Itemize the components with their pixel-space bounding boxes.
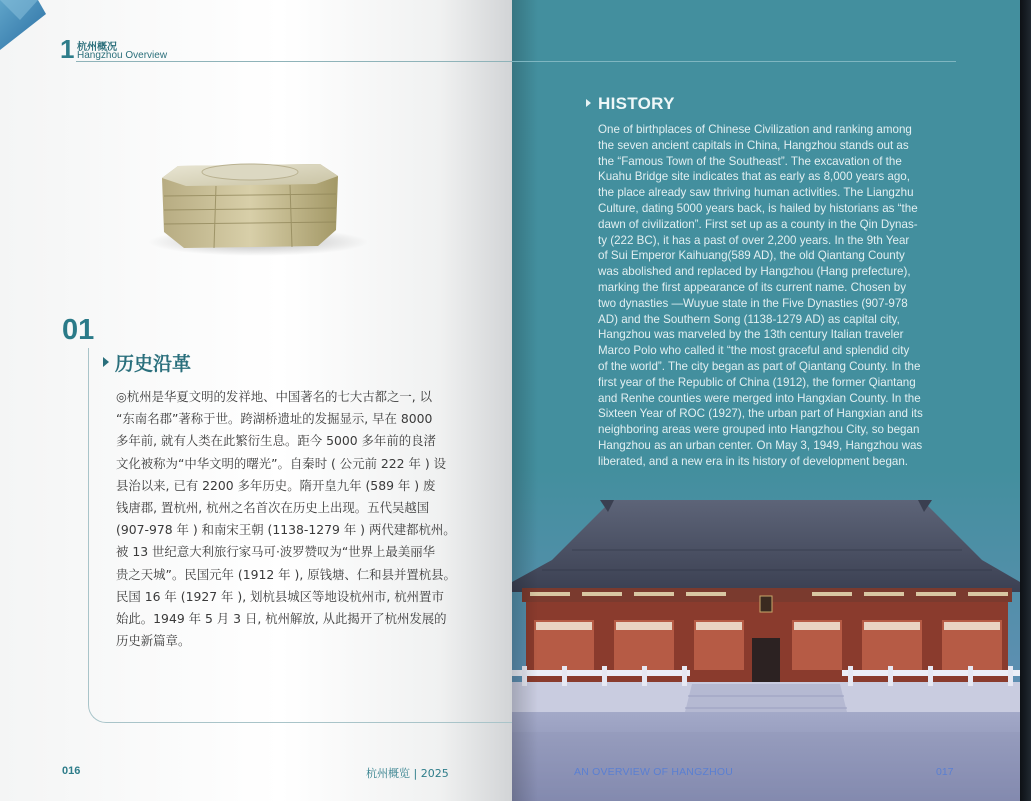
section-title-en: HISTORY — [598, 94, 675, 113]
body-line: “东南名郡”著称于世。跨湖桥遗址的发掘显示, 早在 8000 — [116, 411, 433, 427]
body-line: two dynasties —Wuyue state in the Five Dynasties (907-978 — [598, 296, 908, 310]
chinese-body-text — [116, 386, 456, 652]
body-line: ty (222 BC), it has a past of over 2,200 years. In the 9th Year — [598, 233, 910, 247]
body-line: the “Famous Town of the Southeast”. The excavation of the — [598, 154, 902, 168]
section-number: 01 — [62, 314, 95, 346]
body-line: dawn of civilization”. First set up as a county in the Qin Dynas- — [598, 217, 918, 231]
page-number-right: 017 — [936, 766, 954, 778]
body-line: of the world”. The city began as part of Qiantang County. In the — [598, 359, 921, 373]
body-line: Kuahu Bridge site indicates that as early as 8,000 years ago, — [598, 170, 910, 184]
body-line: Sixteen Year of ROC (1927), the urban part of Hangxian and its — [598, 407, 923, 421]
body-line: ◎杭州是华夏文明的发祥地、中国著名的七大古都之一, 以 — [116, 389, 433, 404]
body-line: AD) and the Southern Song (1138-1279 AD) as capital city, — [598, 312, 900, 326]
chapter-number: 1 — [60, 34, 75, 64]
body-line: 多年前, 就有人类在此繁衍生息。距今 5000 多年前的良渚 — [116, 433, 436, 449]
page-edge — [1020, 0, 1031, 801]
body-line: the seven ancient capitals in China, Hangzhou stands out as — [598, 138, 909, 152]
body-line: was abolished and replaced by Hangzhou (Hang prefecture), — [598, 265, 911, 279]
section-title-cn: 历史沿革 — [115, 353, 192, 375]
chapter-title-cn: 杭州概况 — [77, 42, 117, 53]
right-page — [512, 0, 1020, 801]
page-number-left: 016 — [62, 765, 81, 777]
body-line: Hangzhou was marveled by the 13th century Italian traveler — [598, 328, 904, 342]
body-line: Marco Polo who called it “the most graceful and splendid city — [598, 344, 910, 358]
header-rule — [76, 61, 512, 62]
body-line: the place already saw thriving human activities. The Liangzhu — [598, 186, 914, 200]
body-line: 钱唐郡, 置杭州, 杭州之名首次在历史上出现。五代吴越国 — [116, 500, 430, 516]
body-line: 县治以来, 已有 2200 多年历史。隋开皇九年 (589 年 ) 废 — [116, 477, 436, 493]
body-line: liberated, and a new era in its history of development began. — [598, 454, 909, 468]
chapter-title-en: Hangzhou Overview — [77, 50, 168, 61]
corner-triangle-icon — [0, 0, 48, 50]
footer-title-left: 杭州概览 | 2025 — [366, 767, 449, 780]
body-line: (907-978 年 ) 和南宋王朝 (1138-1279 年 ) 两代建都杭州。 — [116, 522, 456, 538]
left-page — [0, 0, 512, 801]
body-line: One of birthplaces of Chinese Civilization and ranking among — [598, 123, 912, 136]
jade-cong-image — [140, 138, 370, 268]
english-body-text — [598, 122, 968, 470]
body-line: 民国 16 年 (1927 年 ), 划杭县城区等地设杭州市, 杭州置市 — [116, 588, 444, 604]
body-line: 被 13 世纪意大利旅行家马可·波罗赞叹为“世界上最美丽华 — [116, 544, 435, 560]
body-line: Hangzhou as an urban center. On May 3, 1949, Hangzhou was — [598, 438, 923, 452]
body-line: 始此。1949 年 5 月 3 日, 杭州解放, 从此揭开了杭州发展的 — [116, 611, 447, 627]
gutter-shadow — [512, 0, 538, 801]
body-line: and Renhe counties were merged into Hangxian County. In the — [598, 391, 921, 405]
body-line: of Sui Emperor Kaihuang(589 AD), the old Qiantang County — [598, 249, 905, 263]
footer-title-right: AN OVERVIEW OF HANGZHOU — [574, 766, 734, 778]
body-line: 贵之天城”。民国元年 (1912 年 ), 原钱塘、仁和县并置杭县。 — [116, 566, 456, 582]
section-arrow-icon — [103, 357, 109, 367]
body-line: Culture, dating 5000 years back, is hailed by historians as “the — [598, 201, 918, 215]
body-line: neighboring areas were grouped into Hangzhou City, so began — [598, 423, 920, 437]
palace-building-image — [512, 470, 1020, 801]
history-arrow-icon — [586, 99, 591, 107]
body-line: 文化被称为“中华文明的曙光”。自秦时 ( 公元前 222 年 ) 设 — [116, 455, 446, 471]
body-line: marking the first appearance of its current name. Chosen by — [598, 280, 907, 294]
body-line: 历史新篇章。 — [116, 633, 191, 649]
header-rule-right — [512, 61, 956, 62]
body-line: first year of the Republic of China (1912), the former Qiantang — [598, 375, 916, 389]
